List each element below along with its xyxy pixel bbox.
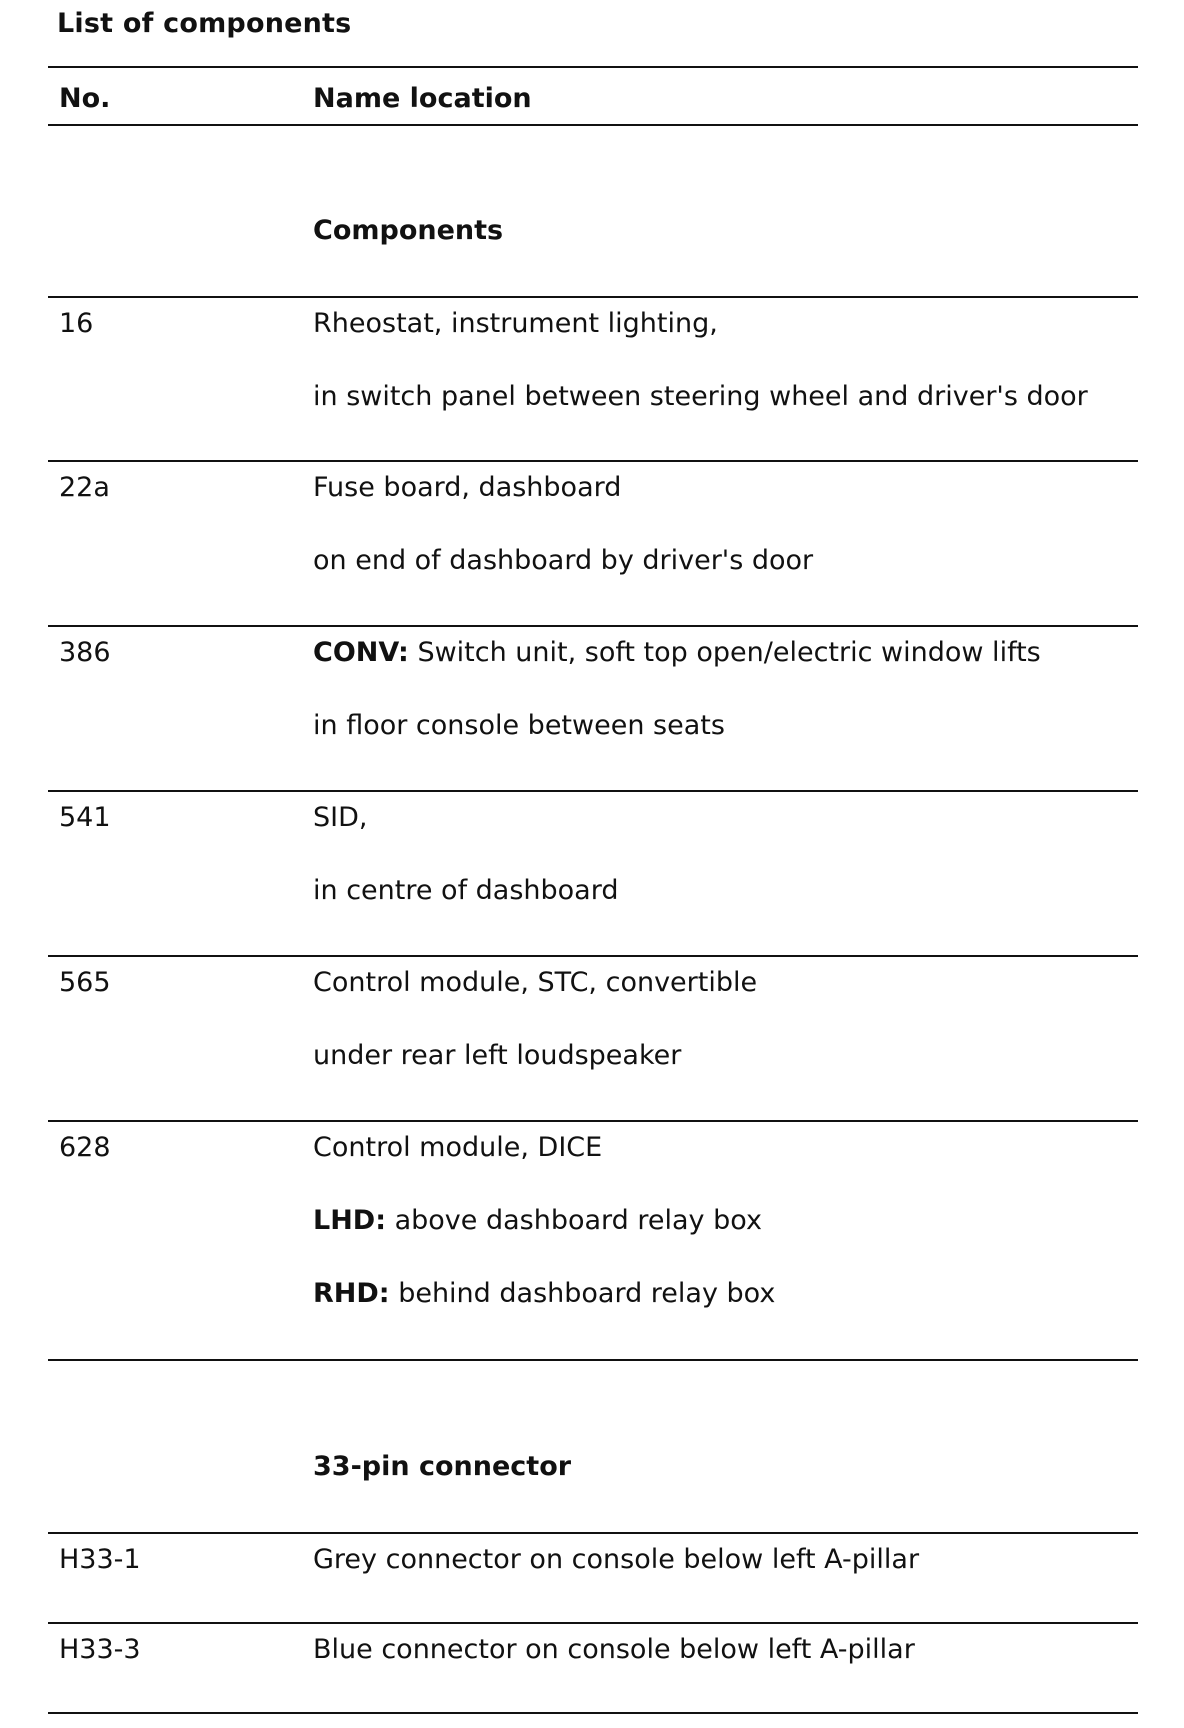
row-location-line (313, 1040, 681, 1071)
row-divider (48, 1120, 1138, 1122)
row-name-line (313, 637, 1041, 668)
page-title: List of components (57, 8, 352, 39)
row-number: 628 (59, 1132, 111, 1163)
header-top-rule (48, 66, 1138, 68)
row-line-text: Switch unit, soft top open/electric window lifts (408, 637, 1041, 668)
row-name-line (313, 1634, 915, 1665)
row-line-text: Fuse board, dashboard (313, 472, 622, 503)
row-number: 565 (59, 967, 111, 998)
row-line-text: Grey connector on console below left A-pillar (313, 1544, 920, 1575)
row-location-line (313, 381, 1088, 412)
row-location-line (313, 875, 619, 906)
row-line-prefix: RHD: (313, 1278, 390, 1309)
row-divider (48, 955, 1138, 957)
row-line-text: under rear left loudspeaker (313, 1040, 682, 1071)
row-line-text: Blue connector on console below left A-pillar (313, 1634, 915, 1665)
row-line-text: Control module, STC, convertible (313, 967, 758, 998)
row-name-line (313, 1544, 919, 1575)
row-number: 386 (59, 637, 111, 668)
row-line-text: SID, (313, 802, 368, 833)
row-line-text: in centre of dashboard (313, 875, 619, 906)
row-location-line (313, 1278, 775, 1309)
row-divider (48, 296, 1138, 298)
header-bottom-rule (48, 124, 1138, 126)
row-divider (48, 460, 1138, 462)
row-line-text: in switch panel between steering wheel and driver's door (313, 381, 1088, 412)
row-divider (48, 1532, 1138, 1534)
row-name-line (313, 472, 621, 503)
row-name-line (313, 1132, 602, 1163)
row-name-line (313, 967, 757, 998)
row-location-line (313, 1205, 762, 1236)
row-number: H33-1 (59, 1544, 141, 1575)
row-line-text: on end of dashboard by driver's door (313, 545, 814, 576)
row-location-line (313, 710, 725, 741)
section-heading-33-pin-connector: 33-pin connector (313, 1451, 572, 1482)
row-name-line (313, 802, 367, 833)
row-line-text: Rheostat, instrument lighting, (313, 308, 718, 339)
section-heading-components: Components (313, 215, 504, 246)
row-number: 16 (59, 308, 94, 339)
row-divider (48, 625, 1138, 627)
column-header-name-location: Name location (313, 83, 532, 114)
row-line-text: Control module, DICE (313, 1132, 603, 1163)
row-location-line (313, 545, 813, 576)
row-number: 541 (59, 802, 111, 833)
row-name-line (313, 308, 718, 339)
row-line-prefix: CONV: (313, 637, 409, 668)
row-line-text: above dashboard relay box (386, 1205, 762, 1236)
column-header-no: No. (59, 83, 111, 114)
table-bottom-rule (48, 1712, 1138, 1714)
row-number: H33-3 (59, 1634, 141, 1665)
row-line-prefix: LHD: (313, 1205, 387, 1236)
row-divider (48, 1622, 1138, 1624)
row-number: 22a (59, 472, 110, 503)
row-line-text: in floor console between seats (313, 710, 725, 741)
row-divider (48, 790, 1138, 792)
row-line-text: behind dashboard relay box (389, 1278, 776, 1309)
section-end-rule (48, 1359, 1138, 1361)
